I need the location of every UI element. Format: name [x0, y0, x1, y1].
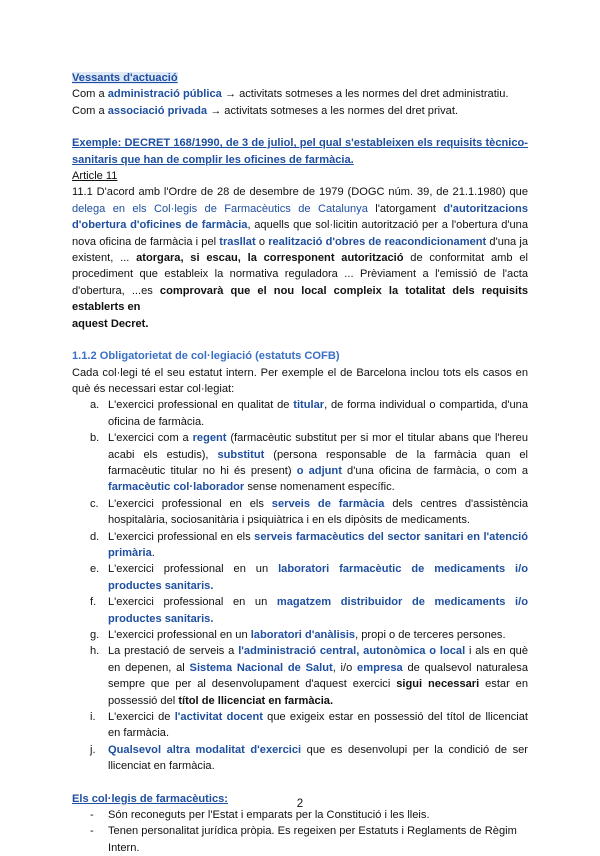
list-item-e: e. L'exercici professional en un laboratori farmacèutic de medicaments i/o productes sanitaris.: [90, 563, 528, 592]
line-associacio: Com a associació privada → activitats sotmeses a les normes del dret privat.: [72, 104, 458, 117]
section-heading-obligatorietat: 1.1.2 Obligatorietat de col·legiació (estatuts COFB): [72, 350, 340, 363]
document-page: [72, 70, 528, 856]
list-item-g: g. L'exercici professional en un laboratori d'anàlisis, propi o de terceres persones.: [90, 629, 506, 641]
list-item-a: a. L'exercici professional en qualitat de titular, de forma individual o compartida, d'una oficina de farmàcia.: [90, 399, 528, 428]
list-item-i: i. L'exercici de l'activitat docent que exigeix estar en possessió del títol de llicenciat en farmàcia.: [90, 711, 528, 740]
list-item: - Tenen personalitat jurídica pròpia. Es regeixen per Estatuts i Reglaments de Règim Intern.: [90, 825, 517, 854]
article-label: Article 11: [72, 170, 118, 183]
section-heading-collegis: Els col·legis de farmacèutics:: [72, 792, 228, 805]
list-item-d: d. L'exercici professional en els serveis farmacèutics del sector sanitari en l'atenció primària.: [90, 530, 529, 559]
section-heading-vessants: Vessants d'actuació: [72, 72, 178, 84]
line-administracio: Com a administració pública → activitats sotmeses a les normes del dret administratiu.: [72, 88, 509, 101]
obligatorietat-intro: Cada col·legi té el seu estatut intern. Per exemple el de Barcelona inclou tots els casos en què és necessari estar col·legiat:: [72, 366, 528, 395]
list-item-j: j. Qualsevol altra modalitat d'exercici que es desenvolupi per la condició de ser llicenciat en farmàcia.: [90, 743, 529, 773]
list-item-c: c. L'exercici professional en els serveis de farmàcia dels centres d'assistència hospitalària, sociosanitària i psiquiàtrica i en els dipòsits de medicaments.: [90, 497, 528, 527]
list-item-h: h. La prestació de serveis a l'administració central, autonòmica o local i als en què en depenen, al Sistema Nacional de Salut, i/o empresa de qualsevol naturalesa sempre que per al desenvolupament d'aquest exercici sigui necessari estar en possessió del títol de llicenciat en farmàcia.: [90, 645, 529, 707]
collegis-list: [72, 807, 528, 856]
article-paragraph-end: aquest Decret.: [72, 317, 149, 330]
list-item: - Són reconeguts per l'Estat i emparats per la Constitució i les lleis.: [90, 809, 430, 822]
list-item-b: b. L'exercici com a regent (farmacèutic substitut per si mor el titular abans que l'hereu acabi els estudis), substitut (persona responsable de la farmàcia quan el farmacèutic titular no hi és present) o adjunt d'una oficina de farmàcia, o com a farmacèutic col·laborador sense nomenament específic.: [90, 432, 529, 494]
example-heading: Exemple: DECRET 168/1990, de 3 de juliol, pel qual s'estableixen els requisits tècnico-sanitaris que han de complir les oficines de farmàcia.: [72, 137, 528, 166]
list-item-f: f. L'exercici professional en un magatzem distribuidor de medicaments i/o productes sanitaris.: [90, 596, 528, 625]
page-number: 2: [296, 798, 304, 810]
article-paragraph: 11.1 D'acord amb l'Ordre de 28 de desembre de 1979 (DOGC núm. 39, de 21.1.1980) que delega en els Col·legis de Farmacèutics de Catalunya l'atorgament d'autoritzacions d'obertura d'oficines de farmàcia, aquells que sol·licitin autorització per a l'obertura d'una nova oficina de farmàcia i pel trasllat o realització d'obres de reacondicionament d'una ja existent, ... atorgara, si escau, la corresponent autorització de conformitat amb el procediment que estableix la normativa reguladora ... Prèviament a l'emissió de l'acta d'obertura, ...es comprovarà que el nou local compleix la totalitat dels requisits establerts en: [72, 186, 529, 314]
obligatorietat-list: [72, 397, 528, 774]
